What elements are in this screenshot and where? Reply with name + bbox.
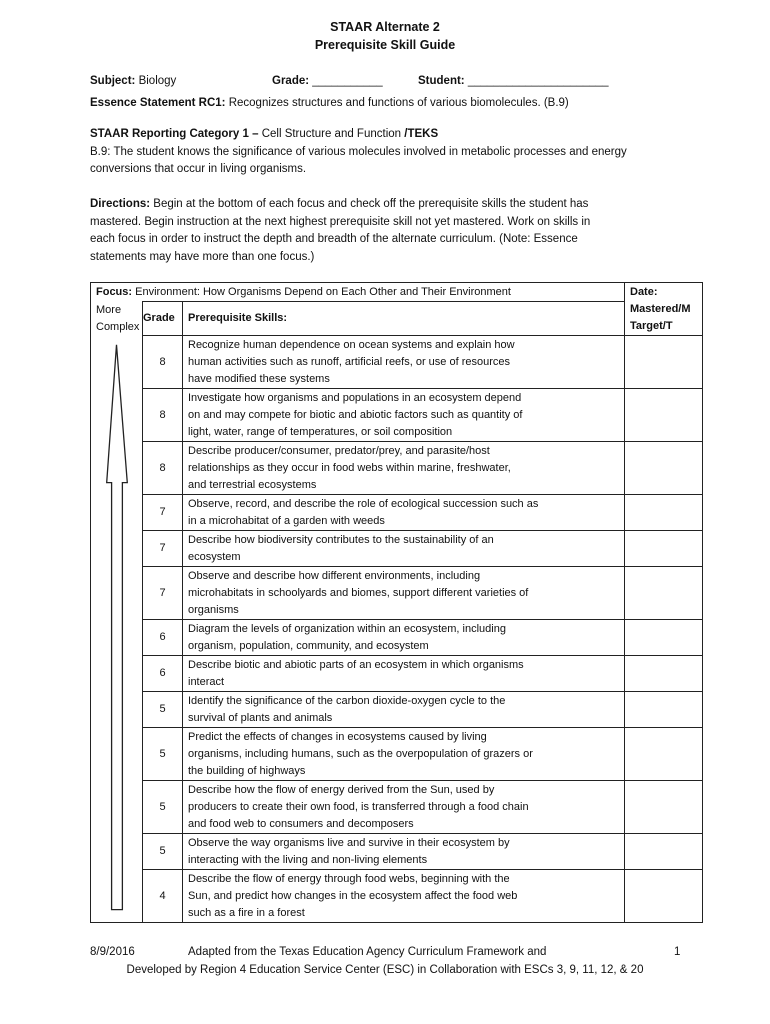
footer-line-2: Developed by Region 4 Education Service Center (ESC) in Collaboration with ESCs 3, 9, 11, 12, & 20 — [126, 964, 644, 976]
essence-label: Essence Statement RC1: — [90, 97, 226, 109]
focus-cell — [91, 283, 625, 302]
mastery-date-field[interactable] — [625, 495, 703, 531]
focus-value: Environment: How Organisms Depend on Each Other and Their Environment — [135, 285, 511, 298]
skill-row — [91, 728, 703, 781]
reporting-teks: /TEKS — [404, 128, 439, 140]
skill-line: relationships as they occur in food webs within marine, freshwater, — [188, 461, 511, 474]
skill-grade: 4 — [143, 870, 183, 923]
skill-grade: 8 — [143, 336, 183, 389]
mastery-date-field[interactable] — [625, 336, 703, 389]
skill-line: on and may compete for biotic and abiotic factors such as quantity of — [188, 408, 523, 421]
skill-grade: 8 — [143, 389, 183, 442]
skill-row — [91, 781, 703, 834]
skill-row — [91, 567, 703, 620]
skill-grade: 5 — [143, 781, 183, 834]
skill-row — [91, 389, 703, 442]
skill-row — [91, 834, 703, 870]
skill-line: Investigate how organisms and populations in an ecosystem depend — [188, 391, 522, 404]
skill-row — [91, 336, 703, 389]
complexity-arrow-cell — [91, 336, 143, 923]
skill-row — [91, 656, 703, 692]
grade-label: Grade: — [272, 75, 310, 87]
skill-description — [183, 834, 625, 870]
prerequisite-skills-table — [90, 282, 703, 923]
skill-description — [183, 692, 625, 728]
date-header-2: Mastered/M — [630, 303, 691, 315]
skill-description — [183, 442, 625, 495]
grade-line — [272, 73, 383, 90]
mastery-date-field[interactable] — [625, 834, 703, 870]
subject-value: Biology — [138, 75, 177, 87]
skill-row — [91, 495, 703, 531]
reporting-line-1 — [90, 126, 690, 144]
skill-description — [183, 336, 625, 389]
directions-line-4: statements may have more than one focus.) — [90, 250, 315, 263]
skill-row — [91, 620, 703, 656]
skill-line: Observe and describe how different environments, including — [188, 569, 481, 582]
skill-grade: 8 — [143, 442, 183, 495]
skill-description — [183, 870, 625, 923]
complex-label: Complex — [96, 320, 140, 333]
student-blank: ______________________ — [467, 75, 609, 87]
mastery-date-field[interactable] — [625, 656, 703, 692]
mastery-date-field[interactable] — [625, 389, 703, 442]
skill-grade: 6 — [143, 620, 183, 656]
subject-line — [90, 73, 176, 90]
skill-line: microhabitats in schoolyards and biomes, support different varieties of — [188, 586, 529, 599]
skill-grade: 5 — [143, 728, 183, 781]
skill-line: organisms, including humans, such as the overpopulation of grazers or — [188, 747, 533, 760]
title-line-2: Prerequisite Skill Guide — [314, 38, 456, 52]
footer-page-number: 1 — [674, 946, 681, 958]
mastery-date-field[interactable] — [625, 531, 703, 567]
reporting-line-3: conversions that occur in living organisms. — [90, 163, 307, 175]
date-header-1: Date: — [630, 286, 658, 298]
essence-value: Recognizes structures and functions of various biomolecules. (B.9) — [228, 97, 569, 109]
skill-grade: 7 — [143, 531, 183, 567]
date-header-cell — [625, 283, 703, 336]
skill-description — [183, 495, 625, 531]
mastery-date-field[interactable] — [625, 620, 703, 656]
mastery-date-field[interactable] — [625, 567, 703, 620]
skill-line: Describe producer/consumer, predator/prey, and parasite/host — [188, 444, 490, 457]
skill-line: have modified these systems — [188, 372, 330, 385]
skill-grade: 7 — [143, 567, 183, 620]
skill-line: Diagram the levels of organization within an ecosystem, including — [188, 622, 506, 635]
directions-label: Directions: — [90, 198, 151, 210]
mastery-date-field[interactable] — [625, 692, 703, 728]
skill-description — [183, 567, 625, 620]
essence-line — [90, 95, 569, 112]
skill-line: in a microhabitat of a garden with weeds — [188, 514, 385, 527]
skill-grade: 5 — [143, 692, 183, 728]
reporting-label: STAAR Reporting Category 1 – — [90, 128, 259, 140]
skill-line: Recognize human dependence on ocean systems and explain how — [188, 338, 515, 351]
directions-line-1 — [90, 196, 690, 214]
directions-line-3: each focus in order to instruct the depth and breadth of the alternate curriculum. (Note: Essence — [90, 233, 578, 245]
grade-blank: ___________ — [312, 75, 383, 87]
skill-grade: 6 — [143, 656, 183, 692]
skill-line: interacting with the living and non-living elements — [188, 853, 428, 866]
title-line-1: STAAR Alternate 2 — [330, 20, 440, 34]
skill-line: human activities such as runoff, artificial reefs, or use of resources — [188, 355, 510, 368]
skill-line: organisms — [188, 603, 239, 616]
reporting-value: Cell Structure and Function — [261, 128, 402, 140]
directions — [90, 196, 690, 266]
mastery-date-field[interactable] — [625, 870, 703, 923]
skill-line: organism, population, community, and ecosystem — [188, 639, 429, 652]
skill-line: Sun, and predict how changes in the ecosystem affect the food web — [188, 889, 518, 902]
skill-line: such as a fire in a forest — [188, 906, 305, 919]
skill-line: Observe the way organisms live and survive in their ecosystem by — [188, 836, 510, 849]
skill-row — [91, 692, 703, 728]
skill-description — [183, 728, 625, 781]
footer-date: 8/9/2016 — [90, 946, 135, 958]
skill-row — [91, 442, 703, 495]
skill-line: and food web to consumers and decomposers — [188, 817, 414, 830]
skill-row — [91, 531, 703, 567]
student-line — [418, 73, 609, 90]
complexity-header-cell — [91, 302, 143, 336]
skill-description — [183, 656, 625, 692]
mastery-date-field[interactable] — [625, 728, 703, 781]
date-header-3: Target/T — [630, 320, 673, 332]
skill-grade: 5 — [143, 834, 183, 870]
column-header-row — [91, 302, 703, 336]
skill-row — [91, 870, 703, 923]
directions-line-2: mastered. Begin instruction at the next highest prerequisite skill not yet mastered. Work on skills in — [90, 215, 591, 228]
up-arrow-icon — [91, 336, 142, 923]
skill-description — [183, 531, 625, 567]
skill-line: producers to create their own food, is transferred through a food chain — [188, 800, 529, 813]
directions-text-1: Begin at the bottom of each focus and check off the prerequisite skills the student has — [153, 198, 589, 210]
skill-grade: 7 — [143, 495, 183, 531]
skill-line: light, water, range of temperatures, or soil composition — [188, 425, 453, 438]
mastery-date-field[interactable] — [625, 781, 703, 834]
skill-description — [183, 781, 625, 834]
skill-description — [183, 620, 625, 656]
skill-line: interact — [188, 675, 225, 688]
focus-label: Focus: — [96, 285, 133, 298]
skill-line: Predict the effects of changes in ecosystems caused by living — [188, 730, 487, 743]
mastery-date-field[interactable] — [625, 442, 703, 495]
document-title — [0, 18, 770, 54]
reporting-line-2: B.9: The student knows the significance of various molecules involved in metabolic processes and energy — [90, 145, 627, 158]
skills-header: Prerequisite Skills: — [183, 302, 625, 336]
skill-line: ecosystem — [188, 550, 241, 563]
more-label: More — [96, 303, 122, 316]
reporting-category — [90, 126, 690, 179]
skill-line: the building of highways — [188, 764, 306, 777]
subject-label: Subject: — [90, 75, 136, 87]
skill-line: Identify the significance of the carbon dioxide-oxygen cycle to the — [188, 694, 506, 707]
skill-line: Observe, record, and describe the role of ecological succession such as — [188, 497, 539, 510]
skill-line: Describe how the flow of energy derived from the Sun, used by — [188, 783, 495, 796]
grade-header: Grade — [143, 302, 183, 336]
focus-row — [91, 283, 703, 302]
skill-line: and terrestrial ecosystems — [188, 478, 317, 491]
skill-line: Describe the flow of energy through food webs, beginning with the — [188, 872, 510, 885]
skill-line: survival of plants and animals — [188, 711, 333, 724]
skill-line: Describe how biodiversity contributes to the sustainability of an — [188, 533, 494, 546]
student-label: Student: — [418, 75, 465, 87]
skill-line: Describe biotic and abiotic parts of an ecosystem in which organisms — [188, 658, 524, 671]
footer-line-1: Adapted from the Texas Education Agency Curriculum Framework and — [188, 946, 547, 958]
skill-description — [183, 389, 625, 442]
